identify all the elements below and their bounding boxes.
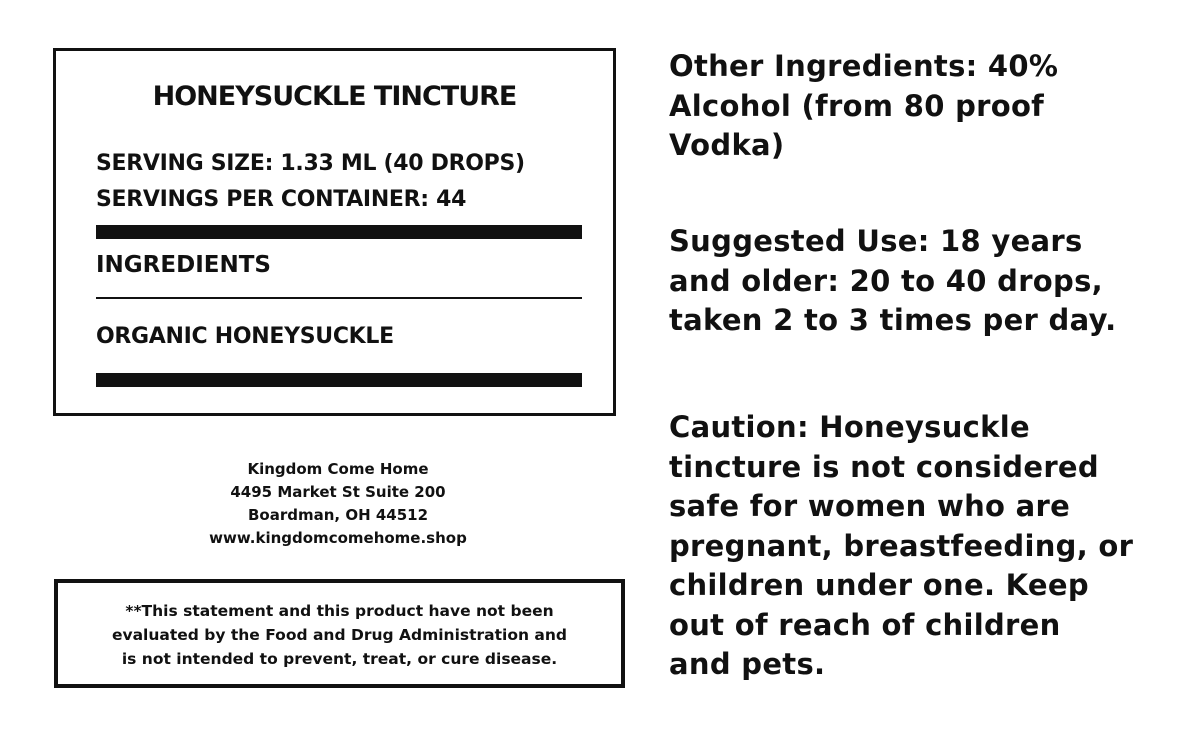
caution-line: children under one. Keep <box>669 568 1089 602</box>
suggested-use-line: Suggested Use: 18 years <box>669 224 1083 258</box>
caution-line: and pets. <box>669 647 826 681</box>
other-ingredients-line: Other Ingredients: 40% <box>669 49 1059 83</box>
other-ingredients-line: Vodka) <box>669 128 785 162</box>
thin-divider <box>96 297 582 299</box>
fda-disclaimer <box>54 579 625 688</box>
company-name: Kingdom Come Home <box>247 460 429 478</box>
street-address: 4495 Market St Suite 200 <box>230 483 446 501</box>
serving-size: SERVING SIZE: 1.33 ML (40 DROPS) <box>96 151 525 176</box>
caution-line: safe for women who are <box>669 489 1071 523</box>
company-address <box>53 458 623 550</box>
caution-line: pregnant, breastfeeding, or <box>669 528 1134 563</box>
caution-line: out of reach of children <box>669 607 1061 642</box>
product-title: HONEYSUCKLE TINCTURE <box>152 81 517 112</box>
suggested-use <box>669 222 1116 341</box>
suggested-use-line: taken 2 to 3 times per day. <box>669 303 1117 337</box>
caution-line: Caution: Honeysuckle <box>669 410 1030 444</box>
supplement-facts-panel <box>53 48 616 416</box>
disclaimer-line: **This statement and this product have not been <box>125 602 554 620</box>
city-state-zip: Boardman, OH 44512 <box>247 506 429 524</box>
ingredient-item: ORGANIC HONEYSUCKLE <box>96 324 394 349</box>
caution-line: tincture is not considered <box>669 449 1099 484</box>
ingredients-heading: INGREDIENTS <box>96 252 271 278</box>
suggested-use-line: and older: 20 to 40 drops, <box>669 263 1103 298</box>
servings-per-container: SERVINGS PER CONTAINER: 44 <box>96 187 467 212</box>
thick-divider-bottom <box>96 373 582 387</box>
website-link[interactable]: www.kingdomcomehome.shop <box>209 529 467 547</box>
thick-divider-top <box>96 225 582 239</box>
other-ingredients-line: Alcohol (from 80 proof <box>669 88 1045 123</box>
disclaimer-line: is not intended to prevent, treat, or cure disease. <box>121 650 558 668</box>
disclaimer-line: evaluated by the Food and Drug Administration and <box>111 626 568 644</box>
caution-warning <box>669 408 1133 685</box>
other-ingredients <box>669 47 1058 166</box>
